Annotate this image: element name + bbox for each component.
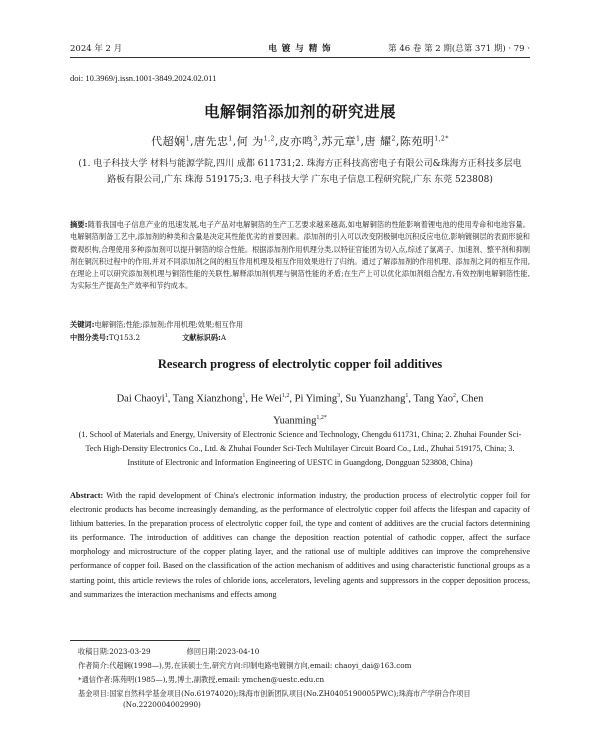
clc-value: TQ153.2 xyxy=(108,333,141,342)
author-name: Pi Yiming xyxy=(294,393,338,405)
author-affiliation-mark: 1,2* xyxy=(434,135,449,143)
chinese-affiliations: (1. 电子科技大学 材料与能源学院,四川 成都 611731;2. 珠海方正科技高密电子有限公司&珠海方正科技多层电路板有限公司,广东 珠海 519175;3. 电子科技大学 广东电子信息工程研究院,广东 东莞 523808) xyxy=(78,159,522,185)
author-bio-label: 作者简介: xyxy=(78,661,110,670)
clc-label: 中图分类号: xyxy=(70,333,109,342)
footnote-corresponding xyxy=(78,674,530,685)
english-authors: Dai Chaoyi$^1$, Tang Xianzhong$^1$, He Wei$^{1,2}$, Pi Yiming$^3$, Su Yuanzhang$^1$, Tang Yao$^2$, Chen Yuanming$^{1,2*}$ xyxy=(116,393,484,426)
author-name: 皮亦鸣 xyxy=(278,135,314,148)
author-affiliation-mark: 1,2 xyxy=(281,393,290,399)
english-title: Research progress of electrolytic copper foil additives xyxy=(157,357,443,371)
received-label: 收稿日期: xyxy=(78,647,110,656)
author-affiliation-mark: 1 xyxy=(242,393,246,399)
author-name: 唐 耀 xyxy=(364,135,392,148)
author-name: 苏元章 xyxy=(321,135,357,148)
abstract-label: Abstract: xyxy=(70,491,104,500)
footnote-author-bio xyxy=(78,660,530,671)
doc-code-label: 文献标识码: xyxy=(182,333,221,342)
chinese-abstract xyxy=(70,219,530,293)
doc-code-value: A xyxy=(220,333,227,342)
revised-label: 修回日期: xyxy=(186,647,218,656)
author-affiliation-mark: 1 xyxy=(164,393,168,399)
author-name: 代超娴 xyxy=(151,135,186,148)
author-name: He Wei xyxy=(250,393,282,405)
author-bio-text: 代超娴(1998—),男,在读硕士生,研究方向:印制电路电镀铜方向,email: chaoyi_dai@163.com xyxy=(109,661,412,670)
volume-page: 第 46 卷 第 2 期(总第 371 期) · 79 · xyxy=(388,44,530,54)
journal-name: 电 镀 与 精 饰 xyxy=(268,44,332,54)
header-divider xyxy=(70,57,530,58)
author-name: 何 为 xyxy=(236,135,264,148)
author-affiliation-mark: 1,2 xyxy=(263,135,275,143)
chinese-authors: 代超娴$^1$,唐先忠$^1$,何 为$^{1,2}$,皮亦鸣$^3$,苏元章$^1$,唐 耀$^2$,陈苑明$^{1,2*}$ xyxy=(151,135,449,148)
author-affiliation-mark: 3 xyxy=(313,135,318,143)
english-affiliations: (1. School of Materials and Energy, University of Electronic Science and Technology, Chengdu 611731, China; 2. Zhuhai Founder Sci-Tech High-Density Electronics Co., Ltd. & Zhuhai Founder Sci-Tech Multilayer Circuit Board Co., Ltd., Zhuhai 519175, China; 3. Institute of Electronic and Information Engineering of UESTC in Guangdong, Dongguan 523808, China) xyxy=(78,430,522,467)
corresponding-text: 陈苑明(1985—),男,博士,副教授,email: ymchen@uestc.edu.cn xyxy=(112,675,325,684)
author-name: Chen Yuanming xyxy=(273,393,484,426)
chinese-keywords xyxy=(70,319,530,330)
abstract-text: With the rapid development of China's electronic information industry, the production process of electrolytic copper foil for electronic products has become increasingly demanding, as the performance of electrolytic copper foil affects the lifespan and capacity of lithium batteries. In the preparation process of electrolytic copper foil, the type and content of additives are the crucial factors determining its performance. The introduction of additives can change the deposition reaction potential of cathodic copper, affect the surface morphology and microstructure of the copper plating layer, and the rational use of multiple additives can improve the comprehensive performance of copper foil. Based on the classification of the action mechanism of additives and using characteristic functional groups as a starting point, this article reviews the roles of chloride ions, accelerators, leveling agents and suppressors in the copper deposition process, and summarizes the interaction mechanisms and effects among xyxy=(70,491,531,599)
author-name: Dai Chaoyi xyxy=(116,393,165,405)
author-affiliation-mark: 1 xyxy=(185,135,190,143)
classification-line xyxy=(70,332,530,343)
abstract-label: 摘要: xyxy=(70,220,88,229)
author-name: Su Yuanzhang xyxy=(345,393,406,405)
author-name: 陈苑明 xyxy=(399,135,435,148)
issue-date: 2024 年 2 月 xyxy=(70,44,123,54)
author-name: Tang Yao xyxy=(413,393,453,405)
author-name: 唐先忠 xyxy=(193,135,229,148)
author-affiliation-mark: 1 xyxy=(228,135,233,143)
funding-text: 国家自然科学基金项目(No.61974020);珠海市创新团队项目(No.ZH0405190005PWC);珠海市产学研合作项目(No.2220004002990) xyxy=(109,689,471,709)
footnote-dates xyxy=(78,646,530,657)
revised-date: 2023-04-10 xyxy=(217,647,260,656)
keywords-label: 关键词: xyxy=(70,320,95,329)
doi-link[interactable]: doi: 10.3969/j.issn.1001-3849.2024.02.011 xyxy=(70,73,217,83)
corresponding-label: *通信作者: xyxy=(78,675,113,684)
keywords-text: 电解铜箔;性能;添加剂;作用机理;效果;相互作用 xyxy=(94,320,244,329)
abstract-text: 随着我国电子信息产业的迅速发展,电子产品对电解铜箔的生产工艺要求越来越高,如电解铜箔的性能影响着锂电池的使用寿命和电池容量。电解铜箔制备工艺中,添加剂的种类和含量是决定其性能优劣的首要因素。添加剂的引入可以改变阴极铜电沉积反应电位,影响镀铜层的表面形貌和微观织构,合理使用多种添加剂可以提升铜箔的综合性能。根据添加剂作用机理分类,以特征官能团为切入点,综述了氯离子、加速剂、整平剂和抑制剂在铜沉积过程中的作用,并对不同添加剂之间的相互作用机理及相互作用效果进行了归纳。通过了解添加剂的作用机理、添加剂之间的相互作用,在理论上可以研究添加剂机理与铜箔性能的关联性,解释添加剂机理与铜箔性能的矛盾;在生产上可以优化添加剂组合配方,有效控制电解铜箔性能,为实际生产提高生产效率和节约成本。 xyxy=(70,220,531,291)
footnote-divider xyxy=(70,640,200,641)
author-affiliation-mark: 1 xyxy=(356,135,361,143)
author-affiliation-mark: 1 xyxy=(405,393,409,399)
author-affiliation-mark: 1,2* xyxy=(316,414,327,421)
running-head xyxy=(70,42,530,54)
received-date: 2023-03-29 xyxy=(109,647,151,656)
funding-label: 基金项目: xyxy=(78,689,110,698)
english-abstract xyxy=(70,489,530,602)
chinese-title: 电解铜箔添加剂的研究进展 xyxy=(203,103,396,121)
author-affiliation-mark: 2 xyxy=(391,135,396,143)
author-affiliation-mark: 3 xyxy=(337,393,341,399)
author-affiliation-mark: 2 xyxy=(452,393,456,399)
author-name: Tang Xianzhong xyxy=(172,393,243,405)
footnote-funding xyxy=(78,688,530,710)
